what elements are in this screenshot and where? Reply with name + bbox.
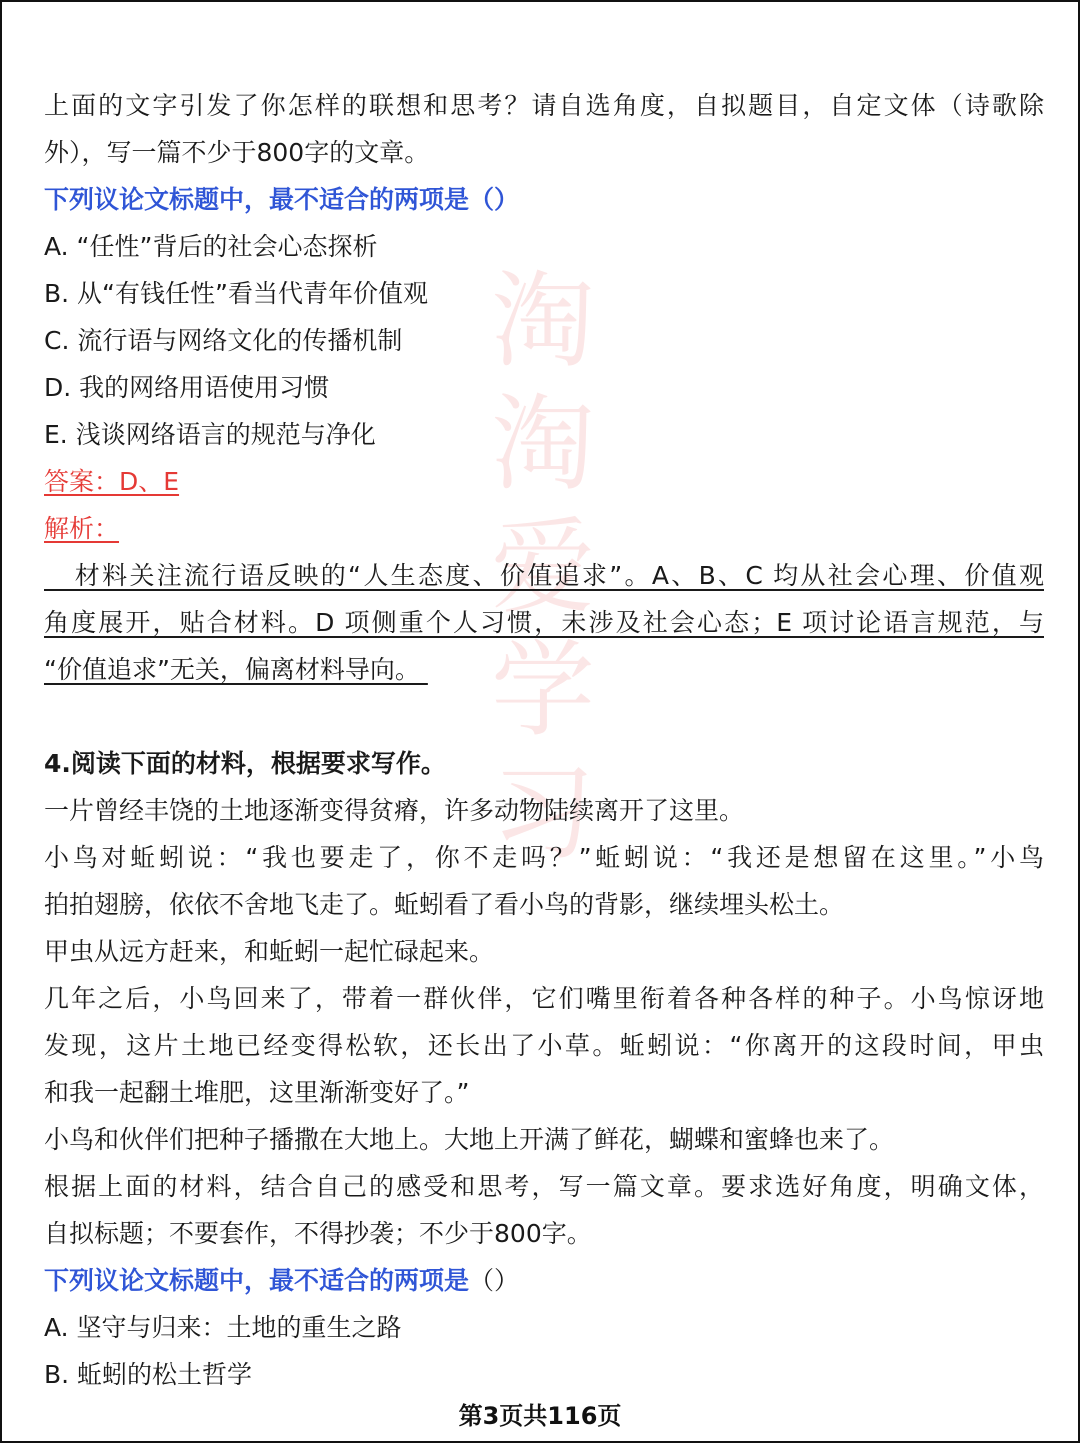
analysis-text: 材料关注流行语反映的“人生态度、价值追求”。A、B、C 均从社会心理、价值观 xyxy=(44,561,1044,590)
option-d: D. 我的网络用语使用习惯 xyxy=(44,373,330,402)
watermark-char: 淘 xyxy=(490,383,595,505)
option-e: E. 浅谈网络语言的规范与净化 xyxy=(44,420,376,449)
material-text-line: 拍拍翅膀，依依不舍地飞走了。蚯蚓看了看小鸟的背影，继续埋头松土。 xyxy=(44,890,845,919)
section-gap xyxy=(44,693,1044,740)
material-text-line: 上面的文字引发了你怎样的联想和思考？请自选角度，自拟题目，自定文体（诗歌除 xyxy=(44,91,1044,120)
analysis-text: 角度展开，贴合材料。D 项侧重个人习惯，未涉及社会心态；E 项讨论语言规范，与 xyxy=(44,608,1044,637)
material-text-line: 一片曾经丰饶的土地逐渐变得贫瘠，许多动物陆续离开了这里。 xyxy=(44,796,745,825)
option-a: A. 坚守与归来：土地的重生之路 xyxy=(44,1313,402,1342)
question-heading: 4.阅读下面的材料，根据要求写作。 xyxy=(44,749,446,778)
option-b: B. 从“有钱任性”看当代青年价值观 xyxy=(44,279,428,308)
question-paren: （） xyxy=(469,1266,520,1295)
analysis-line xyxy=(44,552,1044,599)
answer-text: 答案：D、E xyxy=(44,467,180,496)
material-text-line: 和我一起翻土堆肥，这里渐渐变好了。” xyxy=(44,1078,470,1107)
material-text-line: 发现，这片土地已经变得松软，还长出了小草。蚯蚓说：“你离开的这段时间，甲虫 xyxy=(44,1031,1044,1060)
page-number: 第3页共116页 xyxy=(458,1402,622,1430)
question-title-line xyxy=(44,1257,1044,1304)
answer-line xyxy=(44,458,1044,505)
question-title: 下列议论文标题中，最不适合的两项是 xyxy=(44,1266,470,1295)
question-title: 下列议论文标题中，最不适合的两项是（） xyxy=(44,185,520,214)
material-text-line: 小鸟和伙伴们把种子播撒在大地上。大地上开满了鲜花，蝴蝶和蜜蜂也来了。 xyxy=(44,1125,895,1154)
material-text-line: 甲虫从远方赶来，和蚯蚓一起忙碌起来。 xyxy=(44,937,495,966)
material-text-line: 根据上面的材料，结合自己的感受和思考，写一篇文章。要求选好角度，明确文体， xyxy=(44,1172,1044,1201)
option-a: A. “任性”背后的社会心态探析 xyxy=(44,232,378,261)
watermark-char: 淘 xyxy=(490,260,595,382)
page-content xyxy=(44,82,1044,1398)
watermark-char: 爱 xyxy=(490,506,595,628)
analysis-line xyxy=(44,599,1044,646)
material-text-line: 小鸟对蚯蚓说：“我也要走了，你不走吗？”蚯蚓说：“我还是想留在这里。”小鸟 xyxy=(44,843,1044,872)
option-c: C. 流行语与网络文化的传播机制 xyxy=(44,326,403,355)
analysis-text: “价值追求”无关，偏离材料导向。 xyxy=(44,655,428,684)
watermark-char: 习 xyxy=(490,752,595,874)
material-text-line: 外），写一篇不少于800字的文章。 xyxy=(44,138,430,167)
watermark-char: 学 xyxy=(490,629,595,751)
option-b: B. 蚯蚓的松土哲学 xyxy=(44,1360,253,1389)
analysis-label: 解析： xyxy=(44,514,120,543)
material-text-line: 几年之后，小鸟回来了，带着一群伙伴，它们嘴里衔着各种各样的种子。小鸟惊讶地 xyxy=(44,984,1044,1013)
analysis-line xyxy=(44,646,1044,693)
analysis-label-line xyxy=(44,505,1044,552)
material-text-line: 自拟标题；不要套作，不得抄袭；不少于800字。 xyxy=(44,1219,592,1248)
